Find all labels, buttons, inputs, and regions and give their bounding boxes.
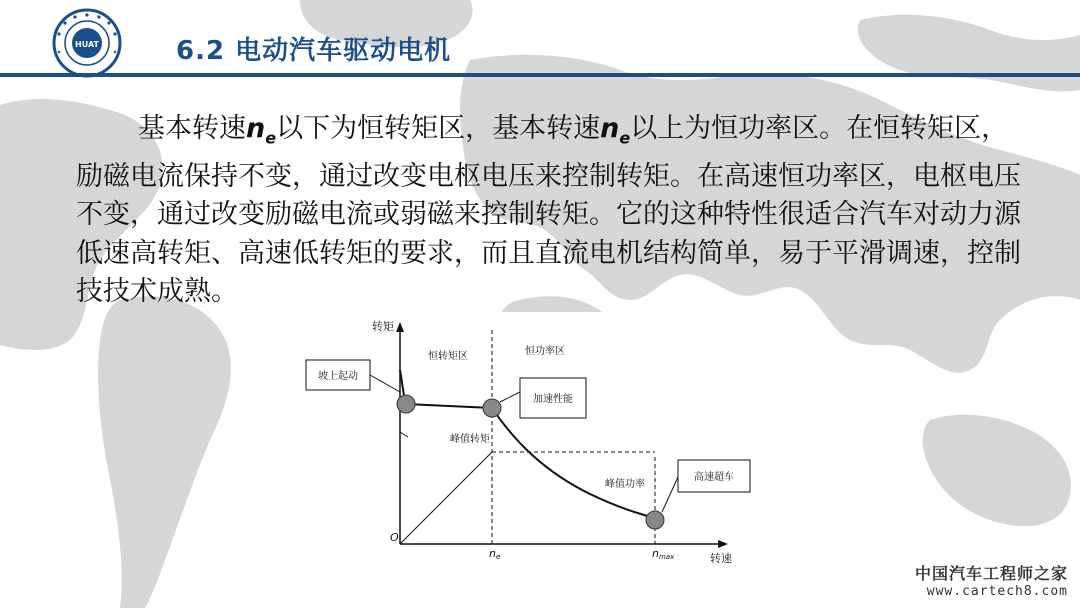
- high-speed-label: 高速超车: [694, 472, 734, 483]
- nmax-tick-label: nmax: [652, 547, 675, 561]
- watermark-url: www.cartech8.com: [926, 584, 1068, 599]
- torque-speed-diagram: [300, 312, 770, 574]
- body-segment-3: 以上为恒功率区。在恒转矩区，励磁电流保持不变，通过改变电枢电压来控制转矩。在高速恒功率区，电枢电压不变，通过改变励磁电流或弱磁来控制转矩。它的这种特性很适合汽车对动力源低速高转矩、高速低转矩的要求，而且直流电机结构简单，易于平滑调速，控制技技术成熟。: [76, 113, 1021, 308]
- origin-label: O: [390, 531, 399, 544]
- region-constant-torque: 恒转矩区: [428, 351, 468, 362]
- body-paragraph: [76, 110, 1026, 312]
- peak-power-label: 峰值功率: [605, 479, 645, 490]
- ne-variable-1: $n_e$: [246, 113, 277, 148]
- hill-start-label: 坡上起动: [318, 371, 358, 382]
- acceleration-point: [483, 399, 501, 417]
- y-axis-arrow: [396, 322, 404, 332]
- peak-torque-label: 峰值转矩: [450, 434, 490, 445]
- watermark-cn: 中国汽车工程师之家: [914, 564, 1068, 583]
- ne-variable-2: $n_e$: [600, 113, 631, 148]
- acceleration-label: 加速性能: [533, 394, 573, 405]
- peak-torque-ramp: [400, 452, 492, 544]
- y-axis-label: 转矩: [372, 320, 394, 333]
- high-speed-point: [646, 511, 664, 529]
- body-segment-1: 基本转速: [138, 113, 246, 144]
- x-axis-arrow: [718, 540, 728, 548]
- watermark: [915, 561, 1068, 599]
- page-title: 6.2 电动汽车驱动电机: [176, 36, 452, 66]
- body-segment-2: 以下为恒转矩区，基本转速: [276, 113, 601, 144]
- x-axis-label: 转速: [710, 552, 732, 565]
- university-logo: [52, 8, 122, 78]
- logo-center-text: HUAT: [75, 40, 99, 49]
- region-constant-power: 恒功率区: [525, 346, 565, 357]
- header-divider: [0, 73, 1080, 77]
- ne-tick-label: ne: [489, 547, 501, 561]
- hill-start-point: [397, 395, 415, 413]
